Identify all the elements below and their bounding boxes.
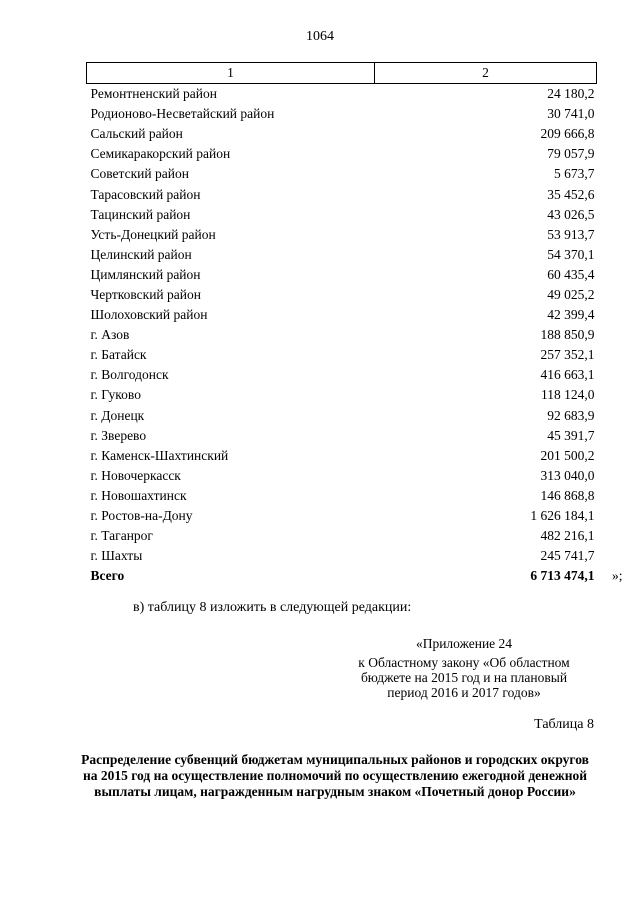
district-name: Тацинский район [90, 206, 191, 222]
subsidy-amount: 54 370,1 [547, 246, 595, 262]
subsidy-amount: 1 626 184,1 [530, 508, 595, 524]
subsidy-amount: 53 913,7 [547, 226, 595, 242]
subsidy-amount: 35 452,6 [547, 186, 595, 202]
table-row [87, 506, 597, 526]
district-name: Целинский район [90, 246, 192, 262]
table-row [87, 285, 597, 305]
total-amount: 6 713 474,1 [530, 568, 595, 584]
subsidy-amount: 146 868,8 [540, 487, 595, 503]
table-row [87, 84, 597, 105]
district-name: Чертковский район [90, 286, 201, 302]
table-row [87, 144, 597, 164]
district-name: Ремонтненский район [90, 86, 217, 102]
subsidy-amount: 416 663,1 [540, 367, 595, 383]
district-name: г. Азов [90, 327, 130, 343]
subsidy-amount: 45 391,7 [547, 427, 595, 443]
table-row [87, 406, 597, 426]
table-row [87, 205, 597, 225]
subsidy-amount: 118 124,0 [541, 387, 595, 403]
subsidy-amount: 209 666,8 [540, 126, 595, 142]
table-row [87, 104, 597, 124]
table-row [87, 245, 597, 265]
district-name: Семикаракорский район [90, 146, 231, 162]
total-label: Всего [90, 568, 125, 584]
table-heading: Распределение субвенций бюджетам муниципальных районов и городских округов на 2015 год на осуществление полномочий по осуществлению ежегодной денежной выплаты лицам, награжденным нагрудным знаком «Почетный донор России» [81, 752, 589, 799]
table-row [87, 486, 597, 506]
district-name: г. Шахты [90, 548, 143, 564]
district-name: г. Ростов-на-Дону [90, 508, 193, 524]
table-row [87, 426, 597, 446]
subsidy-amount: 42 399,4 [547, 307, 595, 323]
district-name: г. Гуково [90, 387, 141, 403]
subsidy-table [86, 62, 623, 586]
subsidy-amount: 49 025,2 [547, 286, 595, 302]
subsidy-amount: 245 741,7 [540, 548, 595, 564]
subsidy-amount: 43 026,5 [547, 206, 595, 222]
column-header-1: 1 [87, 63, 375, 84]
district-name: г. Каменск-Шахтинский [90, 447, 229, 463]
table-row [87, 546, 597, 566]
district-name: г. Волгодонск [90, 367, 169, 383]
district-name: г. Донецк [90, 407, 145, 423]
subsidy-amount: 313 040,0 [540, 467, 595, 483]
table-row [87, 526, 597, 546]
intro-text: в) таблицу 8 изложить в следующей редакции: [133, 600, 412, 615]
table-row [87, 265, 597, 285]
page-number: 1064 [306, 29, 334, 44]
subsidy-amount: 482 216,1 [540, 528, 595, 544]
table-label: Таблица 8 [534, 717, 594, 732]
table-row [87, 184, 597, 204]
closing-quote: »; [611, 568, 623, 584]
district-name: Цимлянский район [90, 266, 201, 282]
subsidy-amount: 257 352,1 [540, 347, 595, 363]
table-row [87, 305, 597, 325]
total-cell [375, 566, 623, 586]
subsidy-amount: 24 180,2 [547, 86, 595, 102]
subsidy-amount: 60 435,4 [547, 266, 595, 282]
district-name: г. Зверево [90, 427, 147, 443]
table-row [87, 325, 597, 345]
column-header-2: 2 [375, 63, 597, 84]
table-row [87, 225, 597, 245]
district-name: Шолоховский район [90, 307, 208, 323]
district-name: г. Батайск [90, 347, 147, 363]
table-row [87, 345, 597, 365]
subsidy-amount: 30 741,0 [547, 106, 595, 122]
district-name: г. Новочеркасск [90, 467, 181, 483]
appendix-reference: к Областному закону «Об областном бюджете на 2015 год и на плановый период 2016 и 2017 годов» [358, 655, 570, 700]
district-name: Тарасовский район [90, 186, 201, 202]
subsidy-amount: 201 500,2 [540, 447, 595, 463]
district-name: Усть-Донецкий район [90, 226, 216, 242]
district-name: г. Таганрог [90, 528, 153, 544]
subsidy-amount: 5 673,7 [554, 166, 595, 182]
total-row [87, 566, 597, 586]
table-body [87, 84, 623, 587]
table-row [87, 124, 597, 144]
appendix-title: «Приложение 24 [415, 636, 513, 651]
table-header-row [87, 63, 597, 84]
district-name: Сальский район [90, 126, 183, 142]
subsidy-amount: 92 683,9 [547, 407, 595, 423]
district-name: г. Новошахтинск [90, 487, 187, 503]
table-row [87, 385, 597, 405]
table-row [87, 466, 597, 486]
district-name: Советский район [90, 166, 189, 182]
table-row [87, 164, 597, 184]
appendix-note [340, 636, 588, 700]
table-row [87, 446, 597, 466]
table-row [87, 365, 597, 385]
district-name: Родионово-Несветайский район [90, 106, 275, 122]
subsidy-amount: 79 057,9 [547, 146, 595, 162]
subsidy-amount: 188 850,9 [540, 327, 595, 343]
